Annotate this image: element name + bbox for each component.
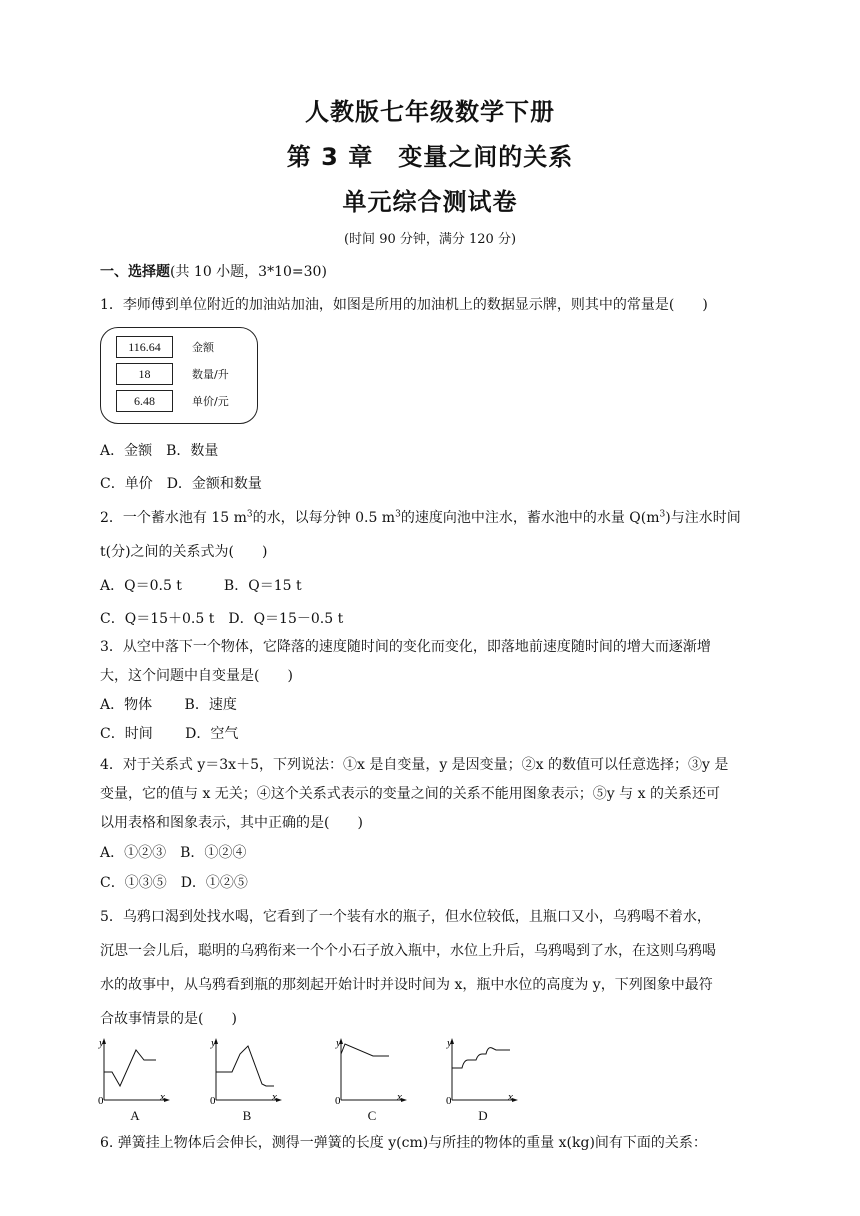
x-axis-label: x bbox=[397, 1091, 402, 1103]
graph-option-a bbox=[98, 1036, 178, 1126]
superscript: 3 bbox=[659, 509, 666, 520]
graph-option-b bbox=[210, 1036, 290, 1126]
display-label: 单价/元 bbox=[192, 395, 229, 408]
graph-b-plot bbox=[210, 1036, 290, 1106]
exam-meta: (时间 90 分钟，满分 120 分) bbox=[343, 232, 517, 247]
exam-title: 人教版七年级数学下册 bbox=[305, 98, 555, 126]
x-axis-arrow bbox=[512, 1098, 518, 1102]
curve bbox=[341, 1044, 389, 1056]
curve bbox=[104, 1050, 156, 1086]
origin-label: 0 bbox=[446, 1095, 452, 1107]
graph-letter: C bbox=[367, 1108, 377, 1123]
q2-options-2: C．Q＝15＋0.5 t D．Q＝15－0.5 t bbox=[100, 611, 344, 627]
q3-options-1: A．物体 B．速度 bbox=[100, 697, 237, 713]
x-axis-label: x bbox=[272, 1091, 277, 1103]
x-axis-arrow bbox=[276, 1098, 282, 1102]
q2-options-1: A．Q＝0.5 t B．Q＝15 t bbox=[100, 578, 302, 594]
q2-text: 的水，以每分钟 0.5 m bbox=[252, 510, 396, 526]
q4-options-1: A．①②③ B．①②④ bbox=[100, 845, 247, 861]
display-value: 6.48 bbox=[116, 390, 173, 412]
x-axis-arrow bbox=[164, 1098, 170, 1102]
q4-options-2: C．①③⑤ D．①②⑤ bbox=[100, 875, 248, 891]
section-title: 一、选择题 bbox=[100, 264, 170, 280]
q5-stem-line1: 5．乌鸦口渴到处找水喝，它看到了一个装有水的瓶子，但水位较低，且瓶口又小，乌鸦喝不着水， bbox=[100, 909, 711, 925]
y-axis-label: y bbox=[336, 1037, 341, 1049]
curve bbox=[216, 1046, 274, 1086]
q4-stem-line2: 变量，它的值与 x 无关；④这个关系式表示的变量之间的关系不能用图象表示；⑤y 与 x 的关系还可 bbox=[100, 786, 720, 802]
y-axis-label: y bbox=[211, 1037, 216, 1049]
q5-stem-line2: 沉思一会儿后，聪明的乌鸦衔来一个个小石子放入瓶中，水位上升后，乌鸦喝到了水，在这则乌鸦喝 bbox=[100, 943, 716, 959]
graph-c-plot bbox=[335, 1036, 415, 1106]
q3-stem-line2: 大，这个问题中自变量是( ) bbox=[100, 668, 293, 684]
q2-text: )与注水时间 bbox=[665, 510, 741, 526]
q2-stem-line2: t(分)之间的关系式为( ) bbox=[100, 544, 268, 560]
q1-options-1: A．金额 B．数量 bbox=[100, 443, 219, 459]
x-axis-label: x bbox=[508, 1091, 513, 1103]
q2-stem-line1 bbox=[100, 507, 770, 527]
display-row-amount bbox=[116, 336, 256, 359]
y-axis-label: y bbox=[447, 1037, 452, 1049]
origin-label: 0 bbox=[98, 1095, 104, 1107]
display-value: 116.64 bbox=[116, 336, 173, 358]
q6-stem: 6. 弹簧挂上物体后会伸长，测得一弹簧的长度 y(cm)与所挂的物体的重量 x(kg)间有下面的关系： bbox=[100, 1135, 707, 1151]
graph-letter: D bbox=[478, 1108, 488, 1123]
curve bbox=[452, 1048, 510, 1068]
display-row-unit-price bbox=[116, 390, 256, 413]
superscript: 3 bbox=[246, 509, 253, 520]
graph-option-c bbox=[335, 1036, 415, 1126]
display-label: 金额 bbox=[192, 341, 214, 354]
display-row-quantity bbox=[116, 363, 256, 386]
graph-option-d bbox=[446, 1036, 526, 1126]
origin-label: 0 bbox=[335, 1095, 341, 1107]
q2-text: 的速度向池中注水，蓄水池中的水量 Q(m bbox=[400, 510, 660, 526]
q3-stem-line1: 3．从空中落下一个物体，它降落的速度随时间的变化而变化，即落地前速度随时间的增大而逐渐增 bbox=[100, 639, 711, 655]
graph-letter: A bbox=[130, 1108, 140, 1123]
q5-stem-line4: 合故事情景的是( ) bbox=[100, 1011, 237, 1027]
test-title: 单元综合测试卷 bbox=[342, 188, 518, 216]
q4-stem-line3: 以用表格和图象表示，其中正确的是( ) bbox=[100, 815, 363, 831]
section-detail: (共 10 小题，3*10=30) bbox=[170, 264, 327, 280]
q2-text: 2．一个蓄水池有 15 m bbox=[100, 510, 247, 526]
y-axis-label: y bbox=[99, 1037, 104, 1049]
origin-label: 0 bbox=[210, 1095, 216, 1107]
x-axis-label: x bbox=[160, 1091, 165, 1103]
q1-stem: 1．李师傅到单位附近的加油站加油，如图是所用的加油机上的数据显示牌，则其中的常量是( ) bbox=[100, 297, 708, 313]
display-label: 数量/升 bbox=[192, 368, 229, 381]
q4-stem-line1: 4．对于关系式 y＝3x＋5，下列说法：①x 是自变量，y 是因变量；②x 的数值可以任意选择；③y 是 bbox=[100, 757, 729, 773]
q5-stem-line3: 水的故事中，从乌鸦看到瓶的那刻起开始计时并设时间为 x，瓶中水位的高度为 y，下列图象中最符 bbox=[100, 977, 713, 993]
graph-a-plot bbox=[98, 1036, 178, 1106]
superscript: 3 bbox=[395, 509, 401, 520]
display-value: 18 bbox=[116, 363, 173, 385]
x-axis-arrow bbox=[401, 1098, 407, 1102]
chapter-title: 第 3 章 变量之间的关系 bbox=[286, 143, 574, 171]
q1-options-2: C．单价 D．金额和数量 bbox=[100, 476, 262, 492]
graph-letter: B bbox=[242, 1108, 252, 1123]
graph-d-plot bbox=[446, 1036, 526, 1106]
fuel-pump-display bbox=[100, 327, 258, 424]
section-heading bbox=[100, 261, 770, 281]
q3-options-2: C．时间 D．空气 bbox=[100, 726, 239, 742]
